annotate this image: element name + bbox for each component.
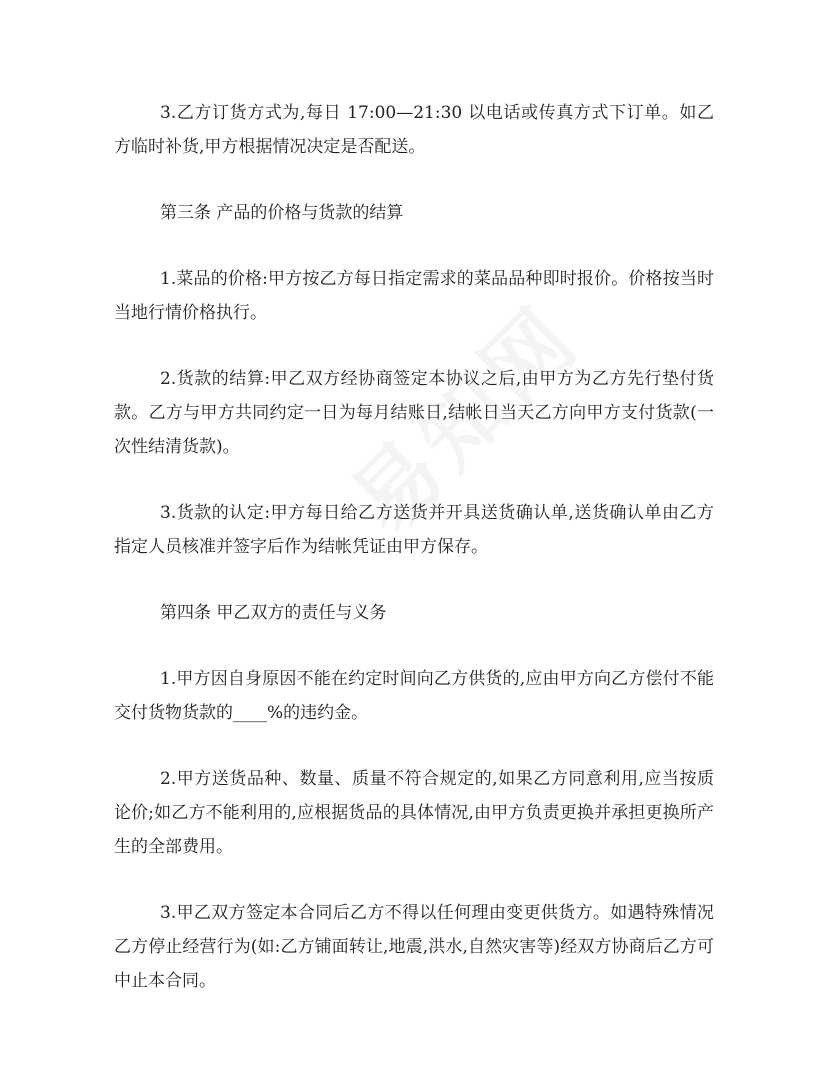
clause-payment-confirmation: 3.货款的认定:甲方每日给乙方送货并开具送货确认单,送货确认单由乙方指定人员核准并签字后作为结帐凭证由甲方保存。 — [114, 503, 714, 557]
clause-supplier-change: 3.甲乙双方签定本合同后乙方不得以任何理由变更供货方。如遇特殊情况乙方停止经营行为(如:乙方铺面转让,地震,洪水,自然灾害等)经双方协商后乙方可中止本合同。 — [114, 903, 714, 991]
document-body — [114, 96, 714, 1030]
clause-payment-settlement: 2.货款的结算:甲乙双方经协商签定本协议之后,由甲方为乙方先行垫付货款。乙方与甲方共同约定一日为每月结账日,结帐日当天乙方向甲方支付货款(一次性结清货款)。 — [114, 369, 714, 457]
clause-dish-price: 1.菜品的价格:甲方按乙方每日指定需求的菜品品种即时报价。价格按当时当地行情价格执行。 — [114, 269, 714, 323]
section-heading-article-4: 第四条 甲乙双方的责任与义务 — [160, 603, 387, 623]
clause-nonconforming-goods: 2.甲方送货品种、数量、质量不符合规定的,如果乙方同意利用,应当按质论价;如乙方不能利用的,应根据货品的具体情况,由甲方负责更换并承担更换所产生的全部费用。 — [114, 769, 714, 857]
section-heading-article-3: 第三条 产品的价格与货款的结算 — [160, 203, 404, 223]
clause-ordering-method: 3.乙方订货方式为,每日 17:00—21:30 以电话或传真方式下订单。如乙方临时补货,甲方根据情况决定是否配送。 — [114, 103, 714, 157]
clause-late-delivery-penalty: 1.甲方因自身原因不能在约定时间向乙方供货的,应由甲方向乙方偿付不能交付货物货款的____%的违约金。 — [114, 669, 714, 723]
